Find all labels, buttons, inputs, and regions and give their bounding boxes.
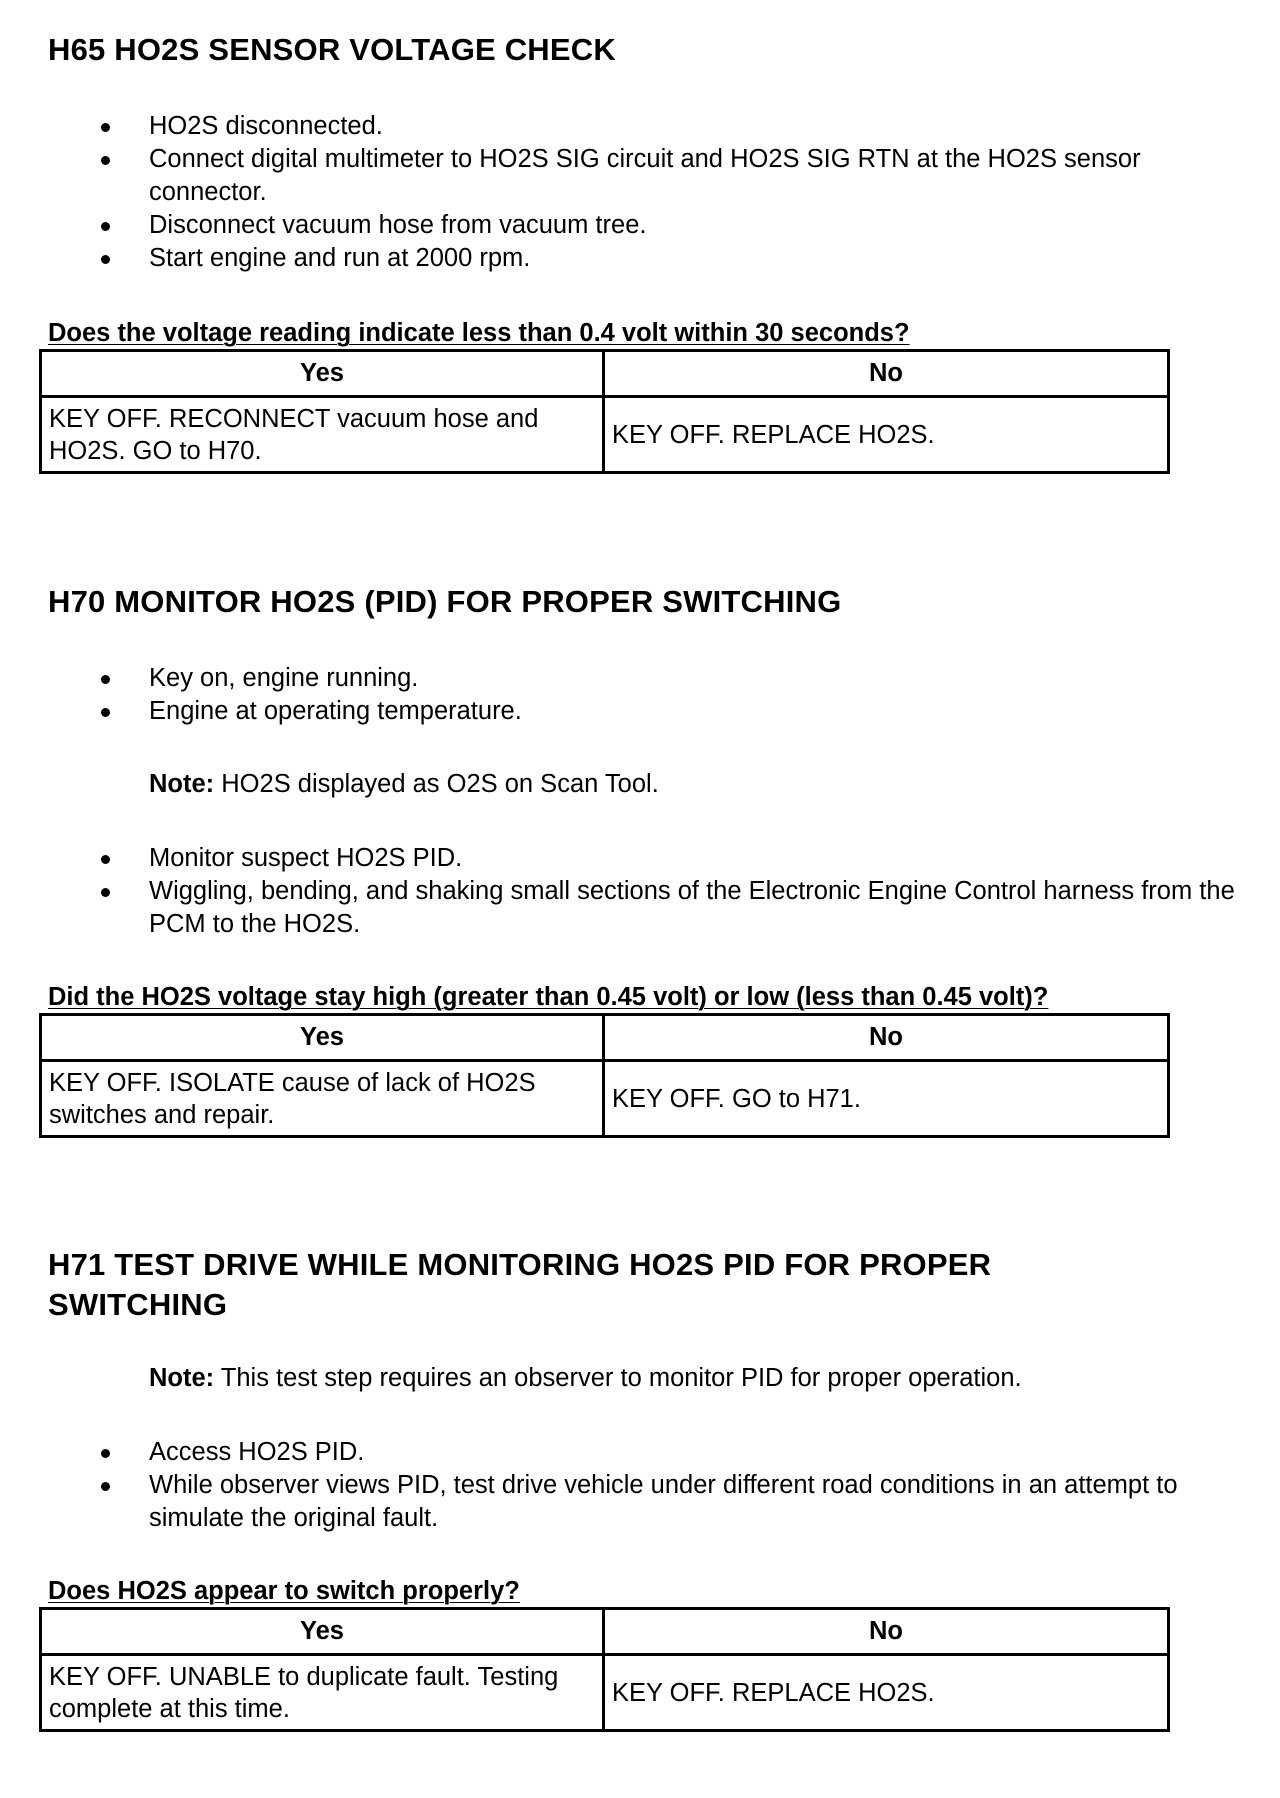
no-cell: KEY OFF. REPLACE HO2S.	[604, 397, 1169, 473]
step-item: Connect digital multimeter to HO2S SIG circuit and HO2S SIG RTN at the HO2S sensor connector.	[0, 143, 1280, 209]
yes-header: Yes	[41, 1015, 604, 1061]
table-row	[41, 1655, 1169, 1731]
no-header: No	[604, 1015, 1169, 1061]
step-list-h70-b	[0, 842, 1280, 941]
table-header-row	[41, 351, 1169, 397]
step-item: Disconnect vacuum hose from vacuum tree.	[0, 209, 1280, 242]
answer-table-h65	[39, 349, 1170, 474]
no-header: No	[604, 351, 1169, 397]
step-item: Access HO2S PID.	[0, 1436, 1280, 1469]
answer-table-h70	[39, 1013, 1170, 1138]
table-row	[41, 1061, 1169, 1137]
no-cell: KEY OFF. REPLACE HO2S.	[604, 1655, 1169, 1731]
step-list-h65	[0, 110, 1280, 275]
note-h70	[149, 768, 659, 801]
answer-table-h71	[39, 1607, 1170, 1732]
yes-cell: KEY OFF. RECONNECT vacuum hose and HO2S. GO to H70.	[41, 397, 604, 473]
note-text: This test step requires an observer to monitor PID for proper operation.	[214, 1364, 1022, 1392]
yes-header: Yes	[41, 1609, 604, 1655]
step-item: Wiggling, bending, and shaking small sections of the Electronic Engine Control harness from the PCM to the HO2S.	[0, 875, 1280, 941]
table-row	[41, 397, 1169, 473]
table-header-row	[41, 1015, 1169, 1061]
step-item: While observer views PID, test drive vehicle under different road conditions in an attempt to simulate the original fault.	[0, 1469, 1280, 1535]
note-label: Note:	[149, 1364, 215, 1392]
section-heading-h65: H65 HO2S SENSOR VOLTAGE CHECK	[48, 32, 616, 67]
step-item: Key on, engine running.	[0, 662, 1280, 695]
yes-cell: KEY OFF. ISOLATE cause of lack of HO2S switches and repair.	[41, 1061, 604, 1137]
note-h71	[149, 1362, 1022, 1395]
step-list-h71	[0, 1436, 1280, 1535]
question-h70: Did the HO2S voltage stay high (greater than 0.45 volt) or low (less than 0.45 volt)?	[48, 983, 1049, 1011]
note-label: Note:	[149, 770, 215, 798]
question-h65: Does the voltage reading indicate less than 0.4 volt within 30 seconds?	[48, 319, 910, 347]
section-heading-h70: H70 MONITOR HO2S (PID) FOR PROPER SWITCHING	[48, 584, 842, 619]
table-header-row	[41, 1609, 1169, 1655]
step-item: HO2S disconnected.	[0, 110, 1280, 143]
step-item: Monitor suspect HO2S PID.	[0, 842, 1280, 875]
question-h71: Does HO2S appear to switch properly?	[48, 1577, 520, 1605]
step-item: Engine at operating temperature.	[0, 695, 1280, 728]
no-header: No	[604, 1609, 1169, 1655]
section-heading-h71: H71 TEST DRIVE WHILE MONITORING HO2S PID FOR PROPER SWITCHING	[48, 1247, 992, 1322]
yes-header: Yes	[41, 351, 604, 397]
no-cell: KEY OFF. GO to H71.	[604, 1061, 1169, 1137]
step-list-h70-a	[0, 662, 1280, 728]
note-text: HO2S displayed as O2S on Scan Tool.	[214, 770, 659, 798]
yes-cell: KEY OFF. UNABLE to duplicate fault. Testing complete at this time.	[41, 1655, 604, 1731]
step-item: Start engine and run at 2000 rpm.	[0, 242, 1280, 275]
